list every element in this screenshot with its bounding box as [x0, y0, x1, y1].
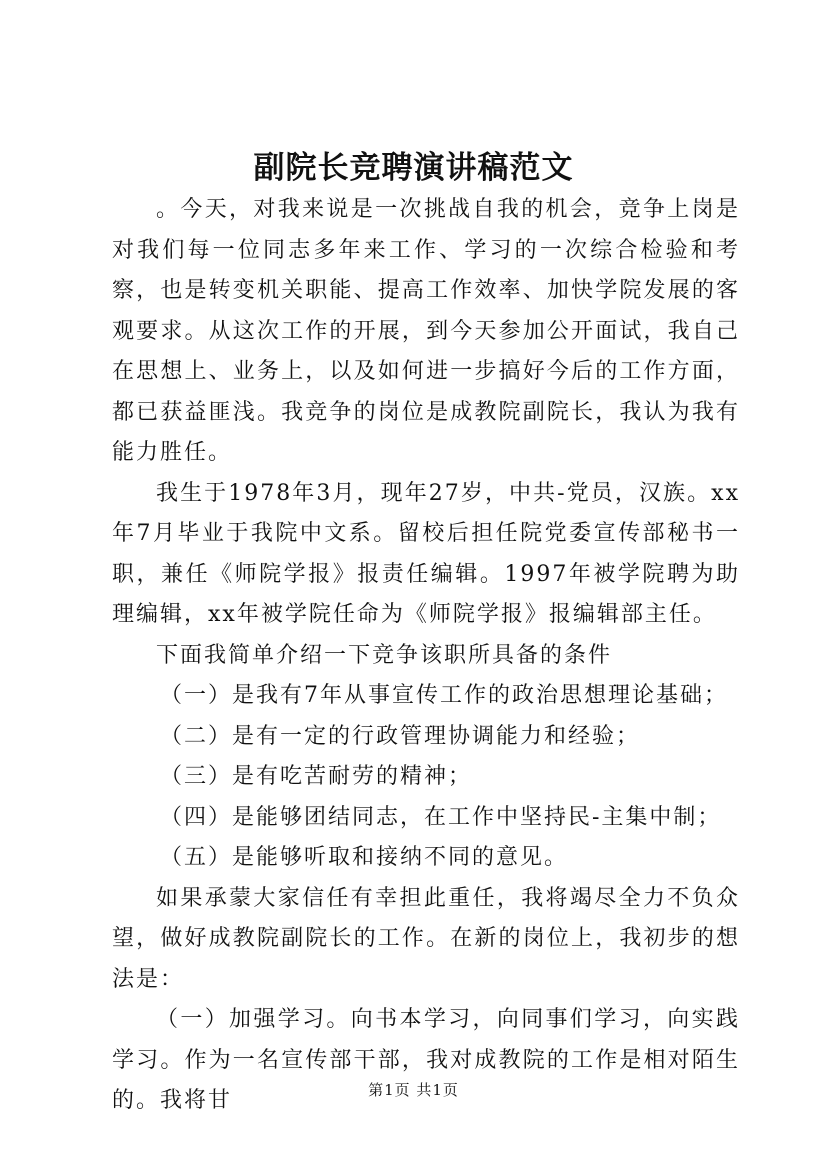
paragraph-plan-1: （一）加强学习。向书本学习，向同事们学习，向实践学习。作为一名宣传部干部，我对成教院的工作是相对陌生的。我将甘 — [112, 1007, 740, 1113]
paragraph-conditions-intro: 下面我简单介绍一下竞争该职所具备的条件 — [156, 642, 613, 668]
paragraph-intro: 。今天，对我来说是一次挑战自我的机会，竞争上岗是对我们每一位同志多年来工作、学习的一次综合检验和考察，也是转变机关职能、提高工作效率、加快学院发展的客观要求。从这次工作的开展，到今天参加公开面试，我自己在思想上、业务上，以及如何进一步搞好今后的工作方面，都已获益匪浅。我竞争的岗位是成教院副院长，我认为我有能力胜任。 — [112, 197, 740, 465]
condition-item-1: （一）是我有7年从事宣传工作的政治思想理论基础； — [160, 683, 728, 708]
paragraph-commitment: 如果承蒙大家信任有幸担此重任，我将竭尽全力不负众望，做好成教院副院长的工作。在新的岗位上，我初步的想法是： — [112, 885, 740, 992]
condition-item-3: （三）是有吃苦耐劳的精神； — [160, 764, 473, 789]
condition-item-2: （二）是有一定的行政管理协调能力和经验； — [160, 723, 641, 749]
condition-item-4: （四）是能够团结同志，在工作中坚持民-主集中制； — [160, 804, 722, 830]
paragraph-background: 我生于1978年3月，现年27岁，中共-党员，汉族。xx年7月毕业于我院中文系。留校后担任院党委宣传部秘书一职，兼任《师院学报》报责任编辑。1997年被学院聘为助理编辑，xx年被学院任命为《师院学报》报编辑部主任。 — [112, 480, 740, 627]
page-footer: 第1页 共1页 — [368, 1081, 459, 1099]
condition-item-5: （五）是能够听取和接纳不同的意见。 — [160, 845, 569, 870]
document-title: 副院长竞聘演讲稿范文 — [253, 150, 574, 186]
document-body — [112, 190, 740, 1122]
